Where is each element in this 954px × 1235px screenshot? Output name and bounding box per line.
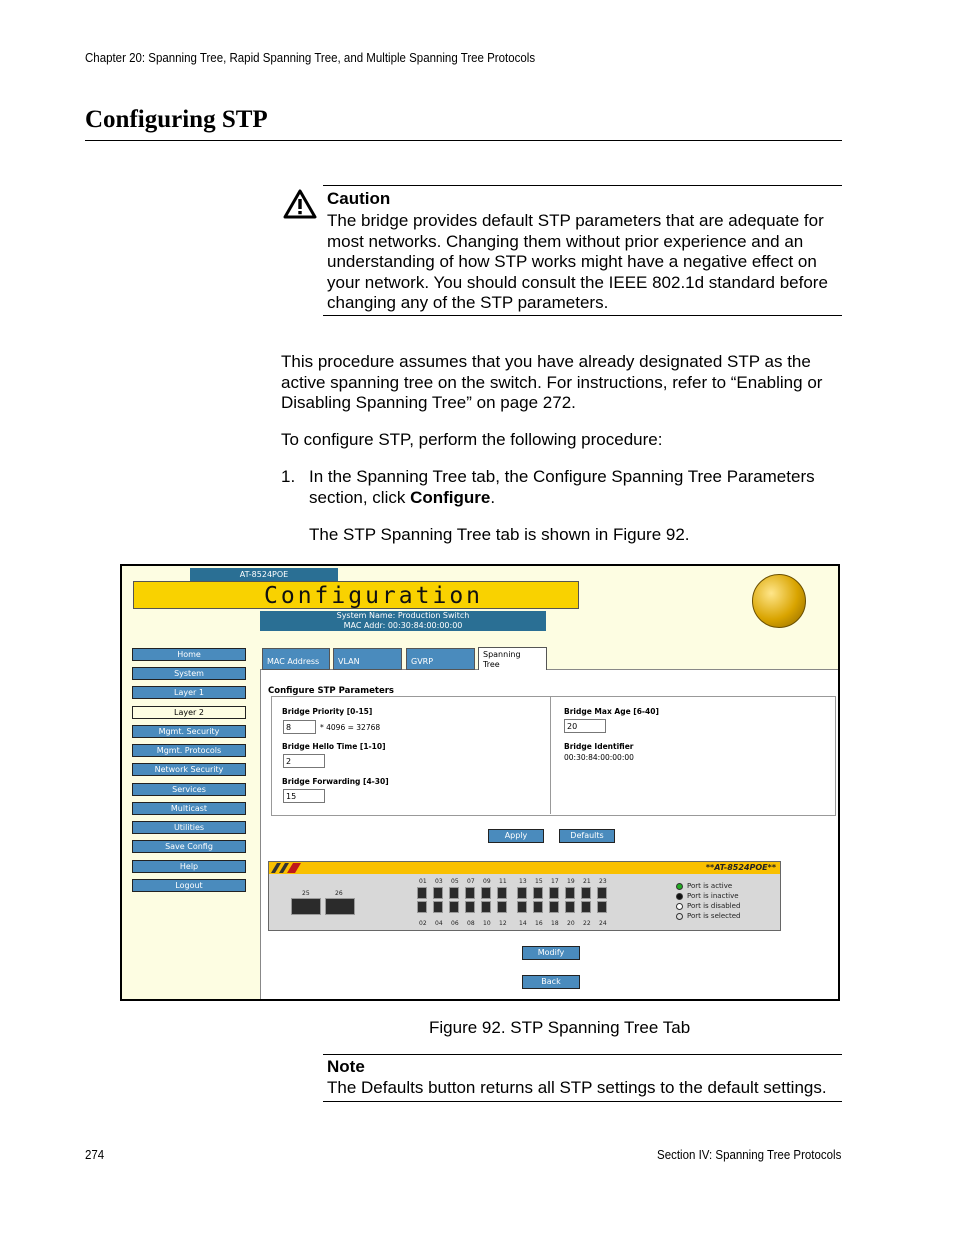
procedure-intro: To configure STP, perform the following procedure: [281,430,663,449]
uplink-port[interactable] [291,898,321,915]
step-1-text [309,467,842,508]
port[interactable] [417,887,427,899]
step-number: 1. [281,467,296,486]
port-number: 18 [551,920,559,927]
port[interactable] [597,901,607,913]
port-bank-right [517,887,615,915]
nav-layer1-button[interactable]: Layer 1 [132,686,246,699]
uplink-port[interactable] [325,898,355,915]
form-title: Configure STP Parameters [268,686,394,696]
port[interactable] [449,887,459,899]
port[interactable] [433,901,443,913]
footer-section: Section IV: Spanning Tree Protocols [656,1148,841,1162]
port-number: 16 [535,920,543,927]
port[interactable] [581,887,591,899]
port[interactable] [549,901,559,913]
port-number: 09 [483,878,491,885]
port[interactable] [481,887,491,899]
configuration-banner [133,581,579,609]
port[interactable] [497,887,507,899]
port[interactable] [565,901,575,913]
nav-save-config-button[interactable]: Save Config [132,840,246,853]
nav-multicast-button[interactable]: Multicast [132,802,246,815]
port[interactable] [517,901,527,913]
mac-address: MAC Addr: 00:30:84:00:00:00 [343,621,463,630]
caution-top-rule [323,185,842,186]
note-title: Note [327,1057,365,1076]
port[interactable] [597,887,607,899]
port[interactable] [565,887,575,899]
port-number: 13 [519,878,527,885]
port[interactable] [533,901,543,913]
port-number: 14 [519,920,527,927]
port[interactable] [549,887,559,899]
port-number: 06 [451,920,459,927]
nav-home-button[interactable]: Home [132,648,246,661]
forwarding-input[interactable]: 15 [283,789,325,803]
nav-system-button[interactable]: System [132,667,246,680]
model-tab: AT-8524POE [190,568,338,581]
legend-disabled-text: Port is disabled [687,902,741,910]
port-number: 21 [583,878,591,885]
switch-front-panel [268,861,781,931]
max-age-label: Bridge Max Age [6-40] [564,707,659,716]
tab-gvrp[interactable]: GVRP [406,648,475,670]
legend-active-dot [676,883,683,890]
legend-inactive-dot [676,893,683,900]
system-info [260,611,546,631]
step-1-bold: Configure [410,487,491,507]
caution-bottom-rule [323,315,842,316]
port[interactable] [433,887,443,899]
port-number: 17 [551,878,559,885]
port-number: 23 [599,878,607,885]
port-number: 01 [419,878,427,885]
port-number: 03 [435,878,443,885]
nav-mgmt-security-button[interactable]: Mgmt. Security [132,725,246,738]
nav-help-button[interactable]: Help [132,860,246,873]
legend-active-text: Port is active [687,882,733,890]
legend-disabled-dot [676,903,683,910]
port-number: 15 [535,878,543,885]
port-number: 07 [467,878,475,885]
port-number: 04 [435,920,443,927]
note-body: The Defaults button returns all STP settings to the default settings. [327,1078,827,1097]
port-bank-left [417,887,515,915]
vendor-logo-icon [271,863,301,873]
tab-spanning-tree-label: Spanning Tree [483,650,521,669]
port-number: 24 [599,920,607,927]
bridge-priority-note: * 4096 = 32768 [320,723,381,732]
chapter-header: Chapter 20: Spanning Tree, Rapid Spanning Tree, and Multiple Spanning Tree Protocols [85,51,536,65]
globe-logo-icon [752,574,806,628]
tab-spanning-tree[interactable] [478,647,547,670]
warning-triangle-icon [283,189,317,219]
port[interactable] [449,901,459,913]
defaults-button[interactable]: Defaults [559,829,615,843]
form-divider [550,696,551,814]
title-divider [85,140,842,141]
max-age-input[interactable]: 20 [564,719,606,733]
figure-caption: Figure 92. STP Spanning Tree Tab [429,1018,691,1037]
banner-title: Configuration [264,583,484,609]
tab-vlan[interactable]: VLAN [333,648,402,670]
figure-screenshot [120,564,840,1001]
port[interactable] [465,887,475,899]
nav-mgmt-protocols-button[interactable]: Mgmt. Protocols [132,744,246,757]
port-number: 19 [567,878,575,885]
forwarding-label: Bridge Forwarding [4-30] [282,777,389,786]
apply-button[interactable]: Apply [488,829,544,843]
legend-inactive-text: Port is inactive [687,892,739,900]
bridge-identifier-label: Bridge Identifier [564,742,634,751]
step-1-text-a: In the Spanning Tree tab, the Configure Spanning Tree Parameters section, click [309,467,815,507]
switch-model-label: **AT-8524POE** [705,863,776,872]
port[interactable] [497,901,507,913]
nav-layer2-button[interactable]: Layer 2 [132,706,246,719]
port-number: 10 [483,920,491,927]
port-number: 22 [583,920,591,927]
step-1-followup: The STP Spanning Tree tab is shown in Figure 92. [309,525,690,544]
nav-utilities-button[interactable]: Utilities [132,821,246,834]
port[interactable] [581,901,591,913]
bridge-priority-label: Bridge Priority [0-15] [282,707,373,716]
intro-paragraph: This procedure assumes that you have already designated STP as the active spanning tree on the switch. For instructions, refer to “Enabling or Disabling Spanning Tree” on page 272. [281,352,823,412]
port[interactable] [533,887,543,899]
nav-logout-button[interactable]: Logout [132,879,246,892]
tab-mac-address[interactable]: MAC Address [262,648,330,670]
port-number: 12 [499,920,507,927]
page-number: 274 [85,1148,105,1162]
note-bottom-rule [323,1101,842,1102]
port[interactable] [465,901,475,913]
legend-selected-dot [676,913,683,920]
nav-network-security-button[interactable]: Network Security [132,763,246,776]
switch-top-strip [269,862,780,874]
modify-button[interactable]: Modify [522,946,580,960]
hello-time-input[interactable]: 2 [283,754,325,768]
nav-services-button[interactable]: Services [132,783,246,796]
uplink-port-number: 25 [302,890,310,897]
port-number: 05 [451,878,459,885]
back-button[interactable]: Back [522,975,580,989]
port-number: 08 [467,920,475,927]
port-number: 02 [419,920,427,927]
port-number: 11 [499,878,507,885]
note-top-rule [323,1054,842,1055]
step-1-text-b: . [490,487,496,507]
legend-selected-text: Port is selected [687,912,741,920]
bridge-priority-input[interactable]: 8 [283,720,316,734]
port[interactable] [481,901,491,913]
port-number: 20 [567,920,575,927]
port[interactable] [417,901,427,913]
uplink-port-number: 26 [335,890,343,897]
system-name: System Name: Production Switch [336,611,470,620]
bridge-identifier-value: 00:30:84:00:00:00 [564,753,634,762]
caution-body: The bridge provides default STP parameters that are adequate for most networks. Changing them without prior experience and an understanding of how STP works might have a negative effect on your network. You should consult the IEEE 802.1d standard before changing any of the STP parameters. [327,211,828,312]
section-title: Configuring STP [85,106,268,133]
port[interactable] [517,887,527,899]
caution-title: Caution [327,189,391,208]
hello-time-label: Bridge Hello Time [1-10] [282,742,386,751]
